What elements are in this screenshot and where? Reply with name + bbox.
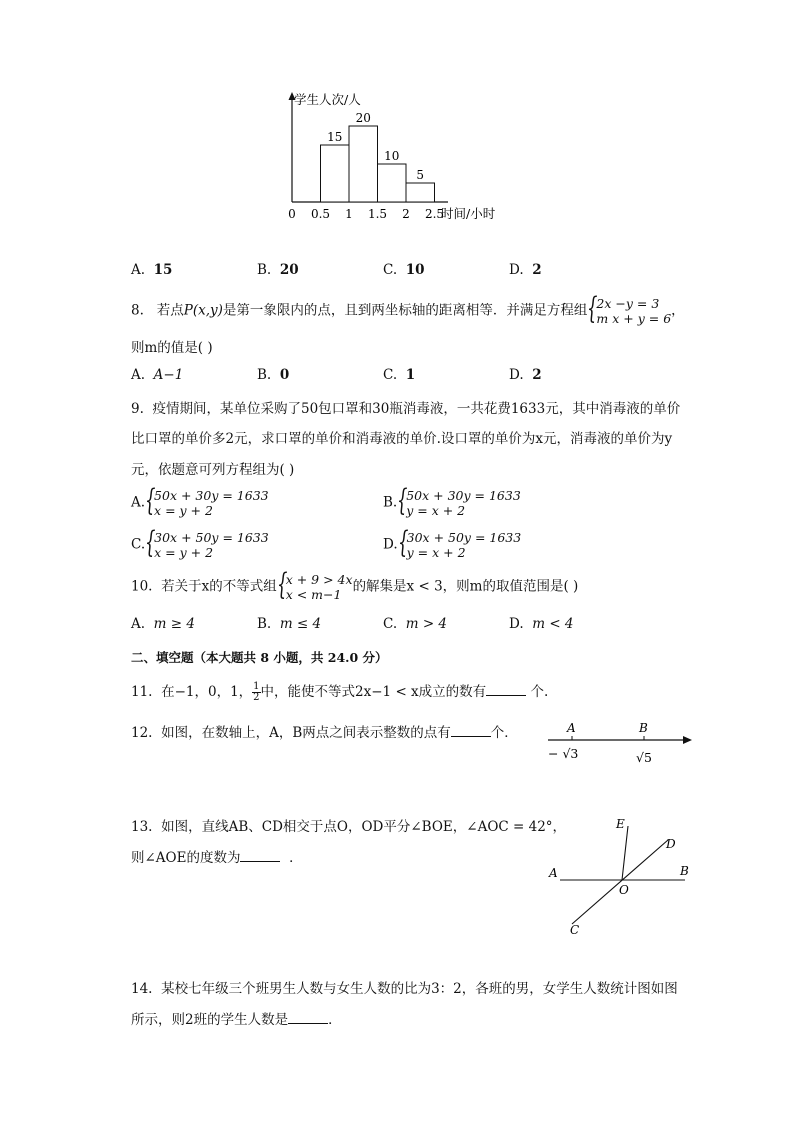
option-eq1: 30x + 50y = 1633 <box>154 530 269 545</box>
option-letter: D. <box>509 262 524 278</box>
ray-oe <box>622 826 628 880</box>
point-a-label: A <box>567 721 576 735</box>
option-value: A−1 <box>153 367 184 383</box>
q11-text-a: 在−1，0，1， <box>161 684 253 700</box>
q14-text-b: ． <box>328 1012 342 1028</box>
option-eq1: 50x + 30y = 1633 <box>406 488 521 503</box>
q9-line2: 比口罩的单价多2元，求口罩的单价和消毒液的单价.设口罩的单价为x元，消毒液的单价为y <box>131 431 673 447</box>
q10-inequality-system: { x + 9 > 4x x < m−1 <box>276 567 353 602</box>
q10-option-c[interactable] <box>383 616 447 632</box>
q13-text-b: ． <box>289 850 303 866</box>
bar-data-label-4: 5 <box>416 168 425 182</box>
question-number: 13. <box>131 819 153 835</box>
q7-option-c[interactable] <box>383 262 425 278</box>
option-letter: D. <box>509 616 524 632</box>
label-e: E <box>616 817 625 831</box>
option-value: m ≤ 4 <box>279 616 322 632</box>
option-value: 0 <box>279 367 290 383</box>
q14-line2 <box>131 1008 342 1028</box>
q13-line2 <box>131 846 303 866</box>
option-value: 20 <box>279 262 299 278</box>
fraction-denominator: 2 <box>253 692 260 703</box>
q11-text-c: 个. <box>530 684 549 700</box>
x-tick-label-5: 2.5 <box>424 207 445 221</box>
number-line-arrow-icon <box>683 736 692 744</box>
q8-option-a[interactable] <box>131 367 183 383</box>
q14-line1 <box>131 977 678 997</box>
label-d: D <box>666 837 676 851</box>
q11-stem <box>131 680 548 703</box>
option-equation-system: { 30x + 50y = 1633 x = y + 2 <box>145 525 269 560</box>
option-letter: B. <box>383 494 398 511</box>
q9-option-a[interactable] <box>131 483 269 518</box>
number-line-figure <box>540 716 700 768</box>
q8-comma: ， <box>671 302 685 319</box>
q9-option-b[interactable] <box>383 483 521 518</box>
option-eq1: 30x + 50y = 1633 <box>406 530 522 545</box>
q11-answer-blank[interactable] <box>486 683 526 696</box>
option-equation-system: { 50x + 30y = 1633 y = x + 2 <box>397 483 521 518</box>
q8-text-a: 若点 <box>156 302 184 319</box>
option-value: 2 <box>532 262 542 278</box>
label-c: C <box>570 923 580 937</box>
bar-data-label-2: 20 <box>355 111 371 125</box>
q14-answer-blank[interactable] <box>288 1011 328 1024</box>
option-eq2: x = y + 2 <box>154 545 214 560</box>
option-value: 1 <box>405 367 416 383</box>
question-number: 12. <box>131 725 153 741</box>
section-title: 二、填空题（本大题共 8 小题，共 24.0 分） <box>131 650 388 665</box>
q8-option-b[interactable] <box>257 367 289 383</box>
q10-eq1: x + 9 > 4x <box>285 572 353 587</box>
x-tick-label-0: 0 <box>288 207 296 221</box>
option-letter: D. <box>509 367 524 383</box>
q8-text-b: 是第一象限内的点，且到两坐标轴的距离相等．并满足方程组 <box>222 302 588 319</box>
q7-options <box>131 262 731 282</box>
q13-text-a: 则∠AOE的度数为 <box>131 850 241 866</box>
q10-eq2: x < m−1 <box>285 587 342 602</box>
q11-text-b: 中，能使不等式2x−1 < x成立的数有 <box>260 684 487 700</box>
question-number: 14. <box>131 981 153 997</box>
label-a: A <box>549 866 558 880</box>
question-number: 10. <box>131 578 153 595</box>
q10-text-a: 若关于x的不等式组 <box>161 578 277 595</box>
q13-answer-blank[interactable] <box>240 849 280 862</box>
q8-eq1: 2x −y = 3 <box>596 296 660 311</box>
option-eq2: y = x + 2 <box>406 545 466 560</box>
option-letter: C. <box>383 616 398 632</box>
option-letter: B. <box>257 616 272 632</box>
point-a-value: − √3 <box>548 746 579 761</box>
q7-option-b[interactable] <box>257 262 299 278</box>
q7-option-a[interactable] <box>131 262 172 278</box>
q9-line1 <box>131 397 680 417</box>
option-equation-system: { 50x + 30y = 1633 x = y + 2 <box>145 483 269 518</box>
x-tick-label-1: 0.5 <box>310 207 331 221</box>
q8-option-d[interactable] <box>509 367 542 383</box>
option-value: m > 4 <box>405 616 448 632</box>
q11-fraction <box>252 682 260 703</box>
option-value: m < 4 <box>532 616 574 632</box>
option-eq2: x = y + 2 <box>154 503 213 518</box>
question-number: 9. <box>131 401 144 417</box>
option-letter: C. <box>383 262 398 278</box>
option-letter: D. <box>383 536 398 553</box>
point-b-value: √5 <box>636 750 652 765</box>
option-letter: B. <box>257 262 272 278</box>
histogram-bar-3 <box>378 164 407 202</box>
y-axis-label: 学生人次/人 <box>294 92 361 107</box>
histogram-bar-4 <box>406 183 435 202</box>
x-tick-label-3: 1.5 <box>367 207 388 221</box>
q8-equation-system: { 2x −y = 3 m x + y = 6 <box>587 291 672 326</box>
option-letter: A. <box>131 367 146 383</box>
q7-option-d[interactable] <box>509 262 542 278</box>
q8-eq2: m x + y = 6 <box>596 311 672 326</box>
q8-option-c[interactable] <box>383 367 415 383</box>
q12-answer-blank[interactable] <box>451 724 491 737</box>
option-value: m ≥ 4 <box>153 616 195 632</box>
q13-text: 如图，直线AB、CD相交于点O，OD平分∠BOE，∠AOC = 42°， <box>161 819 567 835</box>
q12-text-a: 如图，在数轴上，A，B两点之间表示整数的点有 <box>161 725 451 741</box>
intersecting-lines-figure <box>540 812 710 942</box>
q14-text: 某校七年级三个班男生人数与女生人数的比为3：2，各班的男，女学生人数统计图如图 <box>161 981 678 997</box>
x-tick-label-4: 2 <box>402 207 410 221</box>
bar-data-label-3: 10 <box>384 149 400 163</box>
option-equation-system: { 30x + 50y = 1633 y = x + 2 <box>397 525 522 560</box>
fraction-numerator: 1 <box>253 681 260 692</box>
label-b: B <box>680 864 689 878</box>
option-letter: A. <box>131 494 146 511</box>
q13-line1 <box>131 815 566 835</box>
point-b-label: B <box>639 721 648 735</box>
option-eq2: y = x + 2 <box>406 503 466 518</box>
option-value: 2 <box>532 367 542 383</box>
option-letter: A. <box>131 616 146 632</box>
option-value: 10 <box>405 262 425 278</box>
q9-option-d[interactable] <box>383 525 522 560</box>
option-letter: B. <box>257 367 272 383</box>
question-number: 8. <box>131 302 144 319</box>
question-number: 11. <box>131 684 153 700</box>
bar-data-label-1: 15 <box>327 130 343 144</box>
q10-option-d[interactable] <box>509 616 574 632</box>
option-letter: C. <box>383 367 398 383</box>
q10-options <box>131 616 731 636</box>
q9-option-c[interactable] <box>131 525 269 560</box>
q10-stem <box>131 567 579 602</box>
histogram-bar-2 <box>349 126 378 202</box>
option-value: 15 <box>153 262 173 278</box>
q14-text-a: 所示，则2班的学生人数是 <box>131 1012 289 1028</box>
histogram-chart <box>270 88 520 228</box>
x-axis-label: 时间/小时 <box>441 206 496 221</box>
q10-option-a[interactable] <box>131 616 195 632</box>
q9-text: 疫情期间，某单位采购了50包口罩和30瓶消毒液，一共花费1633元，其中消毒液的单价 <box>152 401 681 417</box>
q8-options <box>131 367 731 387</box>
label-o: O <box>619 883 629 897</box>
q12-stem <box>131 721 518 741</box>
option-letter: C. <box>131 536 146 553</box>
q8-stem <box>131 291 685 326</box>
x-tick-label-2: 1 <box>345 207 353 221</box>
q10-option-b[interactable] <box>257 616 321 632</box>
option-eq1: 50x + 30y = 1633 <box>154 488 269 503</box>
histogram-bar-1 <box>321 145 350 202</box>
line-cd <box>572 840 668 924</box>
q12-text-b: 个． <box>490 725 518 741</box>
q10-text-b: 的解集是x < 3，则m的取值范围是( ) <box>352 578 579 595</box>
option-letter: A. <box>131 262 146 278</box>
q9-line3: 元，依题意可列方程组为( ) <box>131 462 295 478</box>
q8-point: P(x,y) <box>183 302 223 319</box>
q8-line2: 则m的值是( ) <box>131 340 213 356</box>
